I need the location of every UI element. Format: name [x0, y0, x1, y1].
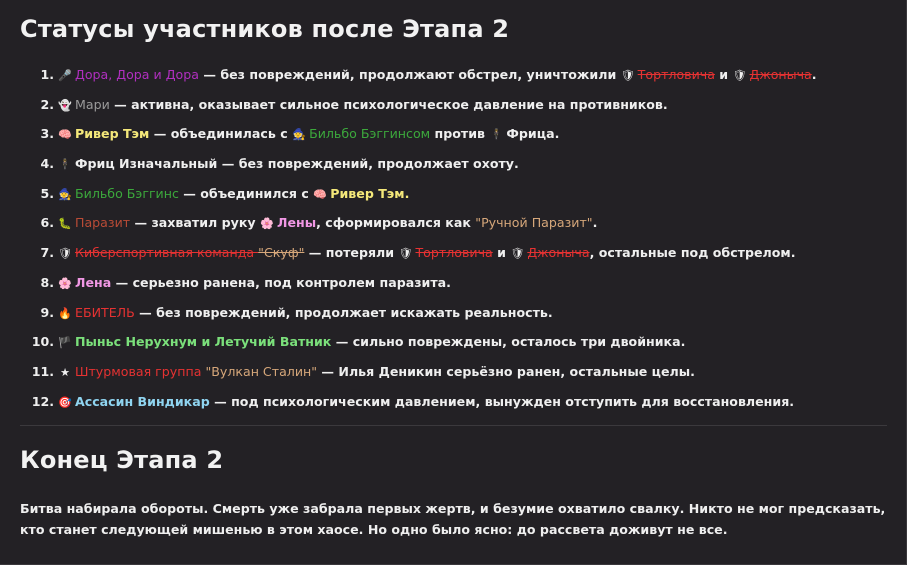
list-number: 10. — [31, 334, 54, 350]
wizard-icon: 🧙 — [58, 187, 72, 201]
list-number: 12. — [31, 393, 54, 409]
status-item — [20, 210, 890, 240]
list-number: 9. — [40, 304, 54, 320]
participant-name: "Вулкан Сталин" — [205, 363, 318, 379]
ghost-icon: 👻 — [58, 98, 72, 112]
brain-icon: 🧠 — [313, 187, 328, 201]
status-item — [20, 151, 890, 181]
list-number: 7. — [40, 245, 54, 261]
status-text: — под психологическим давлением, вынужден отступить для восстановления. — [209, 393, 795, 409]
status-text: , сформировался как — [316, 215, 476, 231]
status-text: — объединился с — [178, 185, 314, 201]
status-item — [20, 62, 890, 92]
status-item — [20, 270, 890, 300]
section-divider — [20, 425, 887, 426]
shield-icon: 🛡 — [732, 69, 747, 82]
status-text: , остальные под обстрелом. — [589, 245, 796, 261]
participant-name: Мари — [75, 96, 110, 112]
participant-name: Дора, Дора и Дора — [75, 67, 199, 82]
list-number: 5. — [40, 185, 54, 201]
participant-name: Пыньс Нерухнум и Летучий Ватник — [75, 334, 332, 350]
man-in-suit-icon: 🕴 — [58, 158, 72, 172]
participant-name: Лены — [277, 215, 317, 231]
status-text: — потеряли — [304, 245, 399, 261]
wizard-icon: 🧙 — [292, 128, 306, 142]
shield-icon: 🛡 — [620, 69, 635, 82]
status-text: и — [714, 67, 733, 82]
status-item — [20, 389, 890, 419]
participant-name: Тортловича — [415, 245, 493, 261]
status-item — [20, 359, 890, 389]
status-text: — сильно повреждены, осталось три двойника. — [331, 334, 686, 350]
microphone-icon: 🎤 — [58, 69, 72, 82]
status-list — [20, 62, 890, 418]
status-text: — без повреждений, продолжают обстрел, уничтожили — [198, 67, 621, 82]
list-number: 3. — [40, 126, 54, 142]
status-text: — Илья Деникин серьёзно ранен, остальные целы. — [317, 363, 695, 379]
status-item — [20, 240, 890, 270]
pirate-flag-icon: 🏴 — [58, 336, 72, 350]
status-text: Фриц Изначальный — без повреждений, продолжает охоту. — [75, 156, 519, 172]
status-text: — без повреждений, продолжает искажать реальность. — [134, 304, 553, 320]
status-text: Фрица. — [506, 126, 560, 142]
participant-name: ЕБИТЕЛЬ — [75, 304, 135, 320]
participant-name: "Ручной Паразит" — [475, 215, 593, 231]
shield-icon: 🛡 — [398, 247, 413, 261]
status-text: — серьезно ранена, под контролем паразита. — [111, 274, 451, 290]
list-number: 6. — [40, 215, 54, 231]
closing-paragraph: Битва набирала обороты. Смерть уже забрала первых жертв, и безумие охватило свалку. Никто не мог предсказать, кто станет следующей мишенью в этом хаосе. Но одно было ясно: до рассвета доживут не все. — [20, 501, 886, 537]
participant-name: Бильбо Бэггинсом — [309, 126, 431, 142]
status-item — [20, 121, 890, 151]
worm-icon: 🐛 — [58, 217, 72, 231]
star-icon: ★ — [60, 365, 70, 379]
participant-name: "Скуф" — [258, 245, 305, 261]
man-in-suit-icon: 🕴 — [489, 128, 504, 142]
status-item — [20, 329, 890, 359]
status-text: — захватил руку — [130, 215, 260, 231]
status-item — [20, 181, 890, 211]
section-title-statuses: Статусы участников после Этапа 2 — [20, 15, 510, 43]
list-number: 4. — [40, 156, 54, 172]
brain-icon: 🧠 — [58, 128, 72, 142]
status-text: против — [430, 126, 490, 142]
participant-name: Ривер Тэм. — [330, 185, 410, 201]
shield-icon: 🛡 — [58, 247, 72, 261]
participant-name: Ассасин Виндикар — [75, 393, 210, 409]
status-text: . — [592, 215, 598, 231]
section-title-end: Конец Этапа 2 — [20, 446, 224, 474]
target-icon: 🎯 — [58, 395, 72, 409]
status-text: и — [492, 245, 511, 261]
list-number: 1. — [40, 67, 54, 82]
status-item — [20, 300, 890, 330]
participant-name: Тортловича — [637, 67, 715, 82]
participant-name: Лена — [75, 274, 112, 290]
list-number: 11. — [31, 363, 54, 379]
fire-icon: 🔥 — [58, 306, 72, 320]
participant-name: Киберспортивная команда — [75, 245, 259, 261]
status-text: . — [811, 67, 817, 82]
list-number: 2. — [40, 96, 54, 112]
flower-icon: 🌸 — [58, 276, 72, 290]
flower-icon: 🌸 — [260, 217, 274, 231]
participant-name: Ривер Тэм — [75, 126, 150, 142]
participant-name: Джоныча — [527, 245, 590, 261]
participant-name: Джоныча — [749, 67, 812, 82]
participant-name: Паразит — [75, 215, 131, 231]
list-number: 8. — [40, 274, 54, 290]
participant-name: Бильбо Бэггинс — [75, 185, 179, 201]
status-text: — объединилась с — [149, 126, 293, 142]
participant-name: Штурмовая группа — [75, 363, 206, 379]
status-item — [20, 92, 890, 122]
status-text: — активна, оказывает сильное психологическое давление на противников. — [109, 96, 668, 112]
shield-icon: 🛡 — [510, 247, 525, 261]
